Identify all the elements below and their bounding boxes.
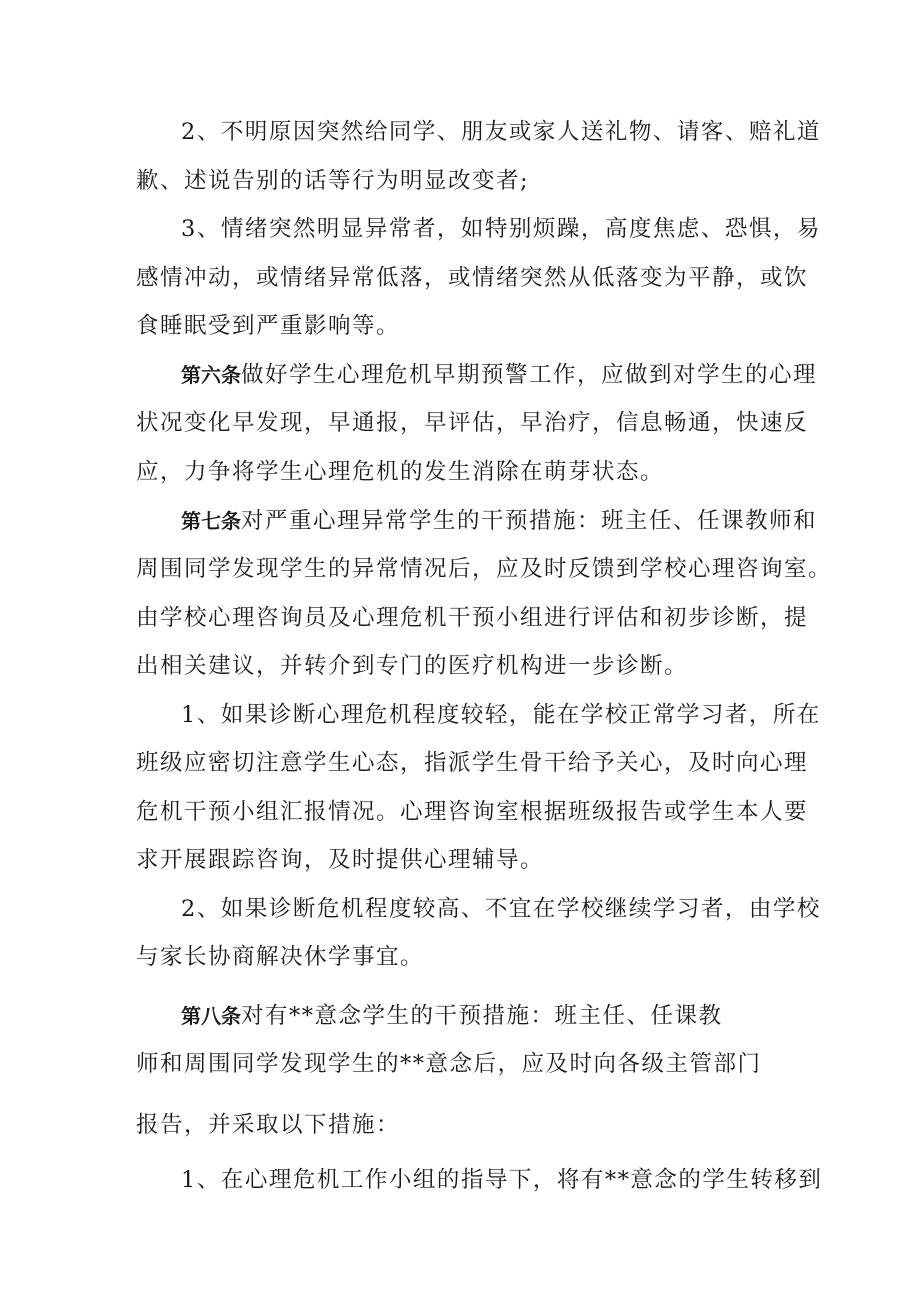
text-span: 做好学生心理危机早期预警工作，应做到对学生的心理 xyxy=(241,362,818,388)
text-line: 歉、述说告别的话等行为明显改变者; xyxy=(136,168,530,194)
article-heading: 第八条 xyxy=(181,1004,241,1028)
text-line: 报告，并采取以下措施： xyxy=(136,1112,401,1138)
text-line: 与家长协商解决休学事宜。 xyxy=(136,944,425,970)
text-line: 2、如果诊断危机程度较高、不宜在学校继续学习者，由学校 xyxy=(181,896,821,922)
text-line: 出相关建议，并转介到专门的医疗机构进一步诊断。 xyxy=(136,653,689,679)
text-line: 2、不明原因突然给同学、朋友或家人送礼物、请客、赔礼道 xyxy=(181,119,821,145)
text-line: 1、在心理危机工作小组的指导下，将有**意念的学生转移到 xyxy=(181,1167,823,1193)
text-line: 求开展跟踪咨询，及时提供心理辅导。 xyxy=(136,847,545,873)
text-line: 1、如果诊断心理危机程度较轻，能在学校正常学习者，所在 xyxy=(181,702,821,728)
article-8-first-line xyxy=(181,1001,723,1031)
text-line: 3、情绪突然明显异常者，如特别烦躁，高度焦虑、恐惧，易 xyxy=(181,216,821,242)
text-line: 周围同学发现学生的异常情况后，应及时反馈到学校心理咨询室。 xyxy=(136,556,833,582)
article-heading: 第六条 xyxy=(181,363,241,387)
text-line: 由学校心理咨询员及心理危机干预小组进行评估和初步诊断，提 xyxy=(136,605,809,631)
article-7-first-line xyxy=(181,506,817,536)
text-line: 食睡眠受到严重影响等。 xyxy=(136,313,401,339)
text-line: 危机干预小组汇报情况。心理咨询室根据班级报告或学生本人要 xyxy=(136,799,809,825)
text-line: 状况变化早发现，早通报，早评估，早治疗，信息畅通，快速反 xyxy=(136,410,809,436)
article-6-first-line xyxy=(181,360,817,390)
article-heading: 第七条 xyxy=(181,509,241,533)
text-line: 应，力争将学生心理危机的发生消除在萌芽状态。 xyxy=(136,459,665,485)
text-span: 对有**意念学生的干预措施：班主任、任课教 xyxy=(241,1003,723,1029)
text-line: 感情冲动，或情绪异常低落，或情绪突然从低落变为平静，或饮 xyxy=(136,265,809,291)
text-line: 师和周围同学发现学生的**意念后，应及时向各级主管部门 xyxy=(136,1051,762,1077)
text-span: 对严重心理异常学生的干预措施：班主任、任课教师和 xyxy=(241,508,818,534)
text-line: 班级应密切注意学生心态，指派学生骨干给予关心，及时向心理 xyxy=(136,750,809,776)
